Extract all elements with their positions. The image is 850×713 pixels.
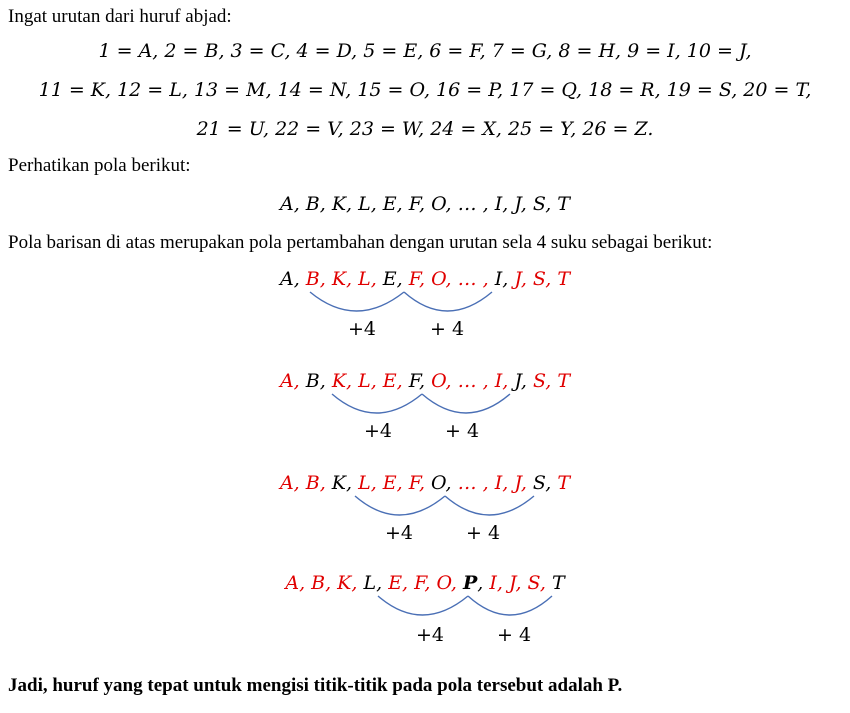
- step-2-arc-left: [332, 394, 422, 413]
- step-1-token: ,: [293, 268, 306, 290]
- step-3-token: K: [331, 472, 346, 494]
- step-3-token: T: [557, 472, 571, 494]
- step-2-plus-right: + 4: [445, 420, 480, 442]
- step-1-token: A: [279, 268, 294, 290]
- step-1-plus-left: +4: [348, 318, 377, 340]
- step-1-token: E: [382, 268, 397, 290]
- step-2-token: S, T: [532, 370, 571, 392]
- step-4-arc-right: [468, 596, 552, 615]
- step-2-token: O, … , I,: [431, 370, 515, 392]
- step-3-arc-right: [445, 496, 534, 515]
- explanation-text: Pola barisan di atas merupakan pola pertambahan dengan urutan sela 4 suku sebagai berikut:: [8, 232, 713, 253]
- step-1-plus-right: + 4: [430, 318, 465, 340]
- step-3-token: L, E, F,: [358, 472, 432, 494]
- step-4-token: A, B, K,: [285, 572, 364, 594]
- step-4-arc-left: [378, 596, 468, 615]
- step-3-token: A, B,: [279, 472, 332, 494]
- step-2-token: A,: [279, 370, 306, 392]
- step-3-token: ,: [545, 472, 558, 494]
- step-1-token: ,: [396, 268, 409, 290]
- step-2-token: F: [408, 370, 419, 392]
- conclusion-text: Jadi, huruf yang tepat untuk mengisi titik-titik pada pola tersebut adalah P.: [8, 675, 623, 696]
- step-3-token: ,: [346, 472, 359, 494]
- alphabet-line-3: 21 = U, 22 = V, 23 = W, 24 = X, 25 = Y, 26 = Z.: [196, 118, 654, 140]
- step-4-token: I, J, S,: [489, 572, 552, 594]
- step-1-token: I: [494, 268, 503, 290]
- step-3-token: ,: [445, 472, 458, 494]
- observe-text: Perhatikan pola berikut:: [8, 155, 191, 176]
- step-4-token: L: [363, 572, 377, 594]
- step-3-plus-left: +4: [385, 522, 414, 544]
- step-4-token: P: [462, 572, 478, 594]
- step-2-token: ,: [520, 370, 533, 392]
- step-3-token: S: [532, 472, 546, 494]
- step-2-plus-left: +4: [364, 420, 393, 442]
- step-1-arc-left: [310, 292, 404, 311]
- step-4-token: ,: [477, 572, 490, 594]
- step-1-token: F, O, … ,: [408, 268, 495, 290]
- alphabet-line-1: 1 = A, 2 = B, 3 = C, 4 = D, 5 = E, 6 = F, 7 = G, 8 = H, 9 = I, 10 = J,: [98, 40, 752, 62]
- step-4-token: T: [551, 572, 565, 594]
- step-2-token: ,: [319, 370, 332, 392]
- step-1-token: J, S, T: [514, 268, 571, 290]
- step-2-token: ,: [418, 370, 432, 392]
- pattern-sequence: A, B, K, L, E, F, O, … , I, J, S, T: [280, 193, 570, 215]
- step-2-arc-right: [422, 394, 510, 413]
- step-2-token: B: [305, 370, 320, 392]
- step-3-token: … , I, J,: [457, 472, 533, 494]
- step-3-token: O: [431, 472, 446, 494]
- step-1-token: B, K, L,: [305, 268, 383, 290]
- step-3-arc-left: [355, 496, 445, 515]
- step-4-token: ,: [376, 572, 389, 594]
- step-1-token: ,: [502, 268, 515, 290]
- step-1-arc-right: [404, 292, 492, 311]
- alphabet-line-2: 11 = K, 12 = L, 13 = M, 14 = N, 15 = O, 16 = P, 17 = Q, 18 = R, 19 = S, 20 = T,: [38, 79, 812, 101]
- step-3-plus-right: + 4: [466, 522, 501, 544]
- step-4-plus-right: + 4: [497, 624, 532, 646]
- step-2-token: J: [514, 370, 521, 392]
- step-4-plus-left: +4: [416, 624, 445, 646]
- step-2-token: K, L, E,: [331, 370, 409, 392]
- step-4-token: E, F, O,: [388, 572, 463, 594]
- intro-text: Ingat urutan dari huruf abjad:: [8, 6, 232, 27]
